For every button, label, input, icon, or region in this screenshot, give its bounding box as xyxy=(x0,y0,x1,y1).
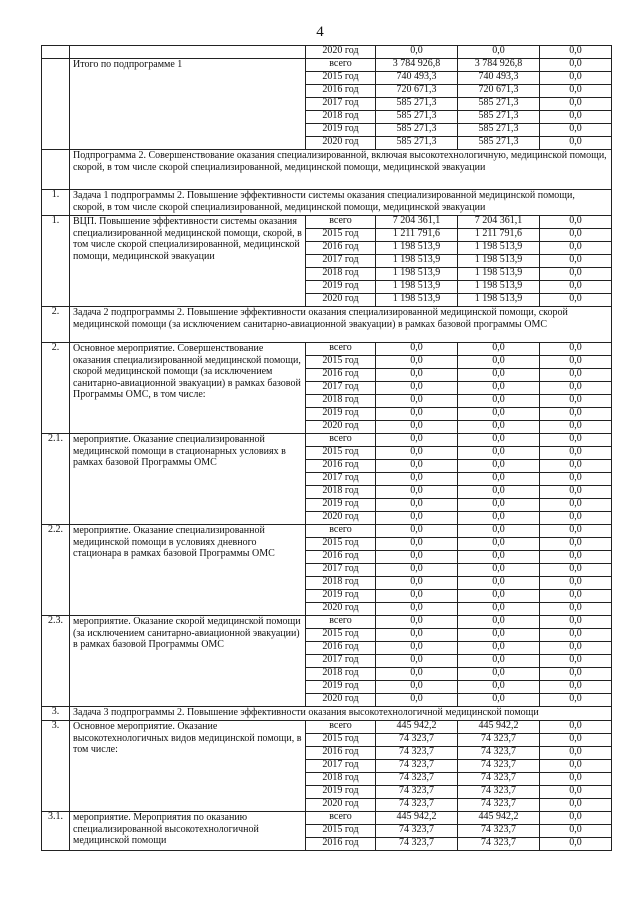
table-row xyxy=(42,216,612,229)
section-row xyxy=(42,707,612,721)
year-cell: 2020 год xyxy=(306,799,376,812)
year-cell: 2015 год xyxy=(306,229,376,242)
year-cell: 2019 год xyxy=(306,408,376,421)
year-cell: 2019 год xyxy=(306,590,376,603)
value-cell: 0,0 xyxy=(540,421,612,434)
value-cell: 0,0 xyxy=(458,551,540,564)
year-cell: 2016 год xyxy=(306,642,376,655)
value-cell: 585 271,3 xyxy=(458,124,540,137)
value-cell: 0,0 xyxy=(458,577,540,590)
row-name: мероприятие. Мероприятия по оказанию специализированной высокотехнологичной медицинской помощи xyxy=(70,812,306,851)
year-cell: 2017 год xyxy=(306,760,376,773)
value-cell: 1 198 513,9 xyxy=(376,281,458,294)
table-row xyxy=(42,616,612,629)
year-cell: 2019 год xyxy=(306,681,376,694)
value-cell: 585 271,3 xyxy=(376,111,458,124)
value-cell: 74 323,7 xyxy=(458,825,540,838)
value-cell: 0,0 xyxy=(458,46,540,59)
row-number-cell xyxy=(42,46,70,59)
value-cell: 74 323,7 xyxy=(376,825,458,838)
value-cell: 0,0 xyxy=(540,734,612,747)
value-cell: 0,0 xyxy=(458,382,540,395)
value-cell: 74 323,7 xyxy=(458,734,540,747)
value-cell: 1 198 513,9 xyxy=(376,294,458,307)
value-cell: 0,0 xyxy=(458,655,540,668)
value-cell: 74 323,7 xyxy=(458,773,540,786)
table-row xyxy=(42,59,612,72)
year-cell: 2017 год xyxy=(306,473,376,486)
value-cell: 0,0 xyxy=(540,395,612,408)
value-cell: 74 323,7 xyxy=(458,799,540,812)
value-cell: 0,0 xyxy=(376,668,458,681)
value-cell: 0,0 xyxy=(376,382,458,395)
value-cell: 0,0 xyxy=(458,603,540,616)
row-name: Итого по подпрограмме 1 xyxy=(70,59,306,150)
value-cell: 740 493,3 xyxy=(458,72,540,85)
value-cell: 74 323,7 xyxy=(376,786,458,799)
value-cell: 74 323,7 xyxy=(376,760,458,773)
value-cell: 0,0 xyxy=(540,460,612,473)
value-cell: 1 198 513,9 xyxy=(458,242,540,255)
value-cell: 0,0 xyxy=(376,369,458,382)
value-cell: 0,0 xyxy=(376,694,458,707)
value-cell: 0,0 xyxy=(376,577,458,590)
value-cell: 74 323,7 xyxy=(458,786,540,799)
value-cell: 0,0 xyxy=(376,343,458,356)
value-cell: 0,0 xyxy=(540,281,612,294)
value-cell: 0,0 xyxy=(540,343,612,356)
value-cell: 0,0 xyxy=(540,551,612,564)
year-cell: всего xyxy=(306,216,376,229)
table-row xyxy=(42,721,612,734)
value-cell: 0,0 xyxy=(376,408,458,421)
year-cell: 2015 год xyxy=(306,538,376,551)
row-number: 2.2. xyxy=(42,525,70,616)
value-cell: 74 323,7 xyxy=(458,838,540,851)
value-cell: 3 784 926,8 xyxy=(458,59,540,72)
value-cell: 0,0 xyxy=(458,681,540,694)
value-cell: 0,0 xyxy=(458,343,540,356)
value-cell: 720 671,3 xyxy=(458,85,540,98)
year-cell: 2018 год xyxy=(306,486,376,499)
value-cell: 0,0 xyxy=(540,812,612,825)
value-cell: 0,0 xyxy=(458,616,540,629)
value-cell: 0,0 xyxy=(376,434,458,447)
value-cell: 0,0 xyxy=(376,629,458,642)
value-cell: 0,0 xyxy=(376,603,458,616)
value-cell: 0,0 xyxy=(540,525,612,538)
value-cell: 0,0 xyxy=(376,590,458,603)
year-cell: 2016 год xyxy=(306,551,376,564)
value-cell: 585 271,3 xyxy=(376,124,458,137)
value-cell: 585 271,3 xyxy=(458,98,540,111)
value-cell: 585 271,3 xyxy=(458,111,540,124)
value-cell: 0,0 xyxy=(540,825,612,838)
year-cell: 2018 год xyxy=(306,668,376,681)
value-cell: 0,0 xyxy=(458,369,540,382)
value-cell: 0,0 xyxy=(540,512,612,525)
value-cell: 0,0 xyxy=(376,655,458,668)
year-cell: 2020 год xyxy=(306,603,376,616)
value-cell: 0,0 xyxy=(458,356,540,369)
value-cell: 0,0 xyxy=(376,447,458,460)
table-row xyxy=(42,343,612,356)
value-cell: 1 198 513,9 xyxy=(458,281,540,294)
value-cell: 0,0 xyxy=(540,98,612,111)
value-cell: 0,0 xyxy=(540,603,612,616)
value-cell: 0,0 xyxy=(540,786,612,799)
value-cell: 0,0 xyxy=(540,564,612,577)
value-cell: 0,0 xyxy=(540,681,612,694)
value-cell: 74 323,7 xyxy=(376,747,458,760)
year-cell: 2016 год xyxy=(306,242,376,255)
value-cell: 0,0 xyxy=(376,421,458,434)
year-cell: 2016 год xyxy=(306,369,376,382)
value-cell: 0,0 xyxy=(540,356,612,369)
year-cell: 2020 год xyxy=(306,46,376,59)
value-cell: 1 198 513,9 xyxy=(458,294,540,307)
value-cell: 720 671,3 xyxy=(376,85,458,98)
row-name: мероприятие. Оказание специализированной медицинской помощи в стационарных условиях в рамках базовой Программы ОМС xyxy=(70,434,306,525)
year-cell: 2018 год xyxy=(306,577,376,590)
value-cell: 1 198 513,9 xyxy=(376,255,458,268)
value-cell: 445 942,2 xyxy=(458,812,540,825)
value-cell: 0,0 xyxy=(540,294,612,307)
value-cell: 0,0 xyxy=(540,799,612,812)
value-cell: 0,0 xyxy=(540,668,612,681)
value-cell: 0,0 xyxy=(540,59,612,72)
section-row xyxy=(42,190,612,216)
value-cell: 0,0 xyxy=(540,760,612,773)
value-cell: 0,0 xyxy=(540,85,612,98)
year-cell: всего xyxy=(306,812,376,825)
value-cell: 0,0 xyxy=(540,629,612,642)
value-cell: 0,0 xyxy=(540,111,612,124)
row-name: мероприятие. Оказание специализированной медицинской помощи в условиях дневного стационара в рамках базовой Программы ОМС xyxy=(70,525,306,616)
row-number: 3. xyxy=(42,721,70,812)
value-cell: 0,0 xyxy=(458,642,540,655)
value-cell: 0,0 xyxy=(540,72,612,85)
value-cell: 0,0 xyxy=(376,525,458,538)
value-cell: 0,0 xyxy=(540,137,612,150)
value-cell: 0,0 xyxy=(540,838,612,851)
value-cell: 0,0 xyxy=(458,486,540,499)
value-cell: 0,0 xyxy=(540,773,612,786)
year-cell: 2016 год xyxy=(306,85,376,98)
year-cell: 2019 год xyxy=(306,499,376,512)
section-number xyxy=(42,150,70,190)
value-cell: 0,0 xyxy=(540,242,612,255)
year-cell: 2015 год xyxy=(306,356,376,369)
section-number: 2. xyxy=(42,307,70,343)
value-cell: 0,0 xyxy=(540,616,612,629)
value-cell: 0,0 xyxy=(458,525,540,538)
year-cell: 2016 год xyxy=(306,460,376,473)
year-cell: 2020 год xyxy=(306,694,376,707)
section-row xyxy=(42,150,612,190)
year-cell: 2018 год xyxy=(306,395,376,408)
value-cell: 0,0 xyxy=(458,460,540,473)
value-cell: 0,0 xyxy=(540,538,612,551)
page-number: 4 xyxy=(316,24,324,40)
table-row xyxy=(42,812,612,825)
value-cell: 0,0 xyxy=(376,538,458,551)
year-cell: 2015 год xyxy=(306,825,376,838)
value-cell: 1 198 513,9 xyxy=(376,268,458,281)
year-cell: 2015 год xyxy=(306,447,376,460)
year-cell: всего xyxy=(306,525,376,538)
table-row xyxy=(42,434,612,447)
value-cell: 0,0 xyxy=(540,486,612,499)
value-cell: 0,0 xyxy=(540,408,612,421)
year-cell: всего xyxy=(306,343,376,356)
year-cell: 2020 год xyxy=(306,512,376,525)
value-cell: 0,0 xyxy=(458,408,540,421)
row-name: ВЦП. Повышение эффективности системы оказания специализированной медицинской помощи, скорой, в том числе скорой специализированной, медицинской помощи, медицинской эвакуации xyxy=(70,216,306,307)
section-title: Задача 1 подпрограммы 2. Повышение эффективности системы оказания специализированной медицинской помощи, скорой, в том числе скорой специализированной, медицинской помощи, медицинской эвакуации xyxy=(70,190,612,216)
year-cell: 2018 год xyxy=(306,268,376,281)
year-cell: 2017 год xyxy=(306,564,376,577)
value-cell: 74 323,7 xyxy=(458,747,540,760)
value-cell: 0,0 xyxy=(458,421,540,434)
year-cell: 2015 год xyxy=(306,72,376,85)
year-cell: всего xyxy=(306,616,376,629)
row-number xyxy=(42,59,70,150)
value-cell: 0,0 xyxy=(540,434,612,447)
value-cell: 0,0 xyxy=(540,590,612,603)
value-cell: 0,0 xyxy=(376,473,458,486)
value-cell: 0,0 xyxy=(376,512,458,525)
value-cell: 0,0 xyxy=(458,447,540,460)
row-number: 2.3. xyxy=(42,616,70,707)
value-cell: 74 323,7 xyxy=(458,760,540,773)
value-cell: 0,0 xyxy=(376,681,458,694)
section-title: Задача 3 подпрограммы 2. Повышение эффективности оказания высокотехнологичной медицинской помощи xyxy=(70,707,612,721)
year-cell: 2015 год xyxy=(306,734,376,747)
value-cell: 585 271,3 xyxy=(376,98,458,111)
value-cell: 1 198 513,9 xyxy=(458,255,540,268)
value-cell: 0,0 xyxy=(376,395,458,408)
value-cell: 0,0 xyxy=(540,382,612,395)
year-cell: 2016 год xyxy=(306,838,376,851)
value-cell: 1 198 513,9 xyxy=(458,268,540,281)
year-cell: 2019 год xyxy=(306,786,376,799)
value-cell: 0,0 xyxy=(376,460,458,473)
value-cell: 1 211 791,6 xyxy=(458,229,540,242)
year-cell: 2017 год xyxy=(306,655,376,668)
section-number: 3. xyxy=(42,707,70,721)
year-cell: всего xyxy=(306,721,376,734)
year-cell: 2018 год xyxy=(306,111,376,124)
value-cell: 0,0 xyxy=(540,473,612,486)
value-cell: 445 942,2 xyxy=(376,721,458,734)
value-cell: 0,0 xyxy=(376,642,458,655)
value-cell: 0,0 xyxy=(540,642,612,655)
year-cell: 2019 год xyxy=(306,281,376,294)
value-cell: 0,0 xyxy=(458,512,540,525)
value-cell: 7 204 361,1 xyxy=(458,216,540,229)
value-cell: 0,0 xyxy=(540,694,612,707)
row-name-cell xyxy=(70,46,306,59)
year-cell: всего xyxy=(306,59,376,72)
value-cell: 0,0 xyxy=(376,551,458,564)
value-cell: 585 271,3 xyxy=(376,137,458,150)
value-cell: 0,0 xyxy=(458,395,540,408)
row-number: 2.1. xyxy=(42,434,70,525)
value-cell: 1 211 791,6 xyxy=(376,229,458,242)
value-cell: 0,0 xyxy=(540,229,612,242)
value-cell: 445 942,2 xyxy=(458,721,540,734)
section-title: Подпрограмма 2. Совершенствование оказания специализированной, включая высокотехнологичную, медицинской помощи, скорой, в том числе скорой специализированной, медицинской помощи, медицинской эвакуации xyxy=(70,150,612,190)
value-cell: 74 323,7 xyxy=(376,799,458,812)
value-cell: 0,0 xyxy=(540,268,612,281)
value-cell: 0,0 xyxy=(540,655,612,668)
value-cell: 74 323,7 xyxy=(376,838,458,851)
year-cell: 2017 год xyxy=(306,382,376,395)
value-cell: 0,0 xyxy=(458,473,540,486)
year-cell: 2020 год xyxy=(306,294,376,307)
value-cell: 0,0 xyxy=(458,434,540,447)
value-cell: 0,0 xyxy=(376,564,458,577)
row-number: 1. xyxy=(42,216,70,307)
row-name: Основное мероприятие. Совершенствование оказания специализированной медицинской помощи, скорой медицинской помощи (за исключением санитарно-авиационной эвакуации) в рамках базовой Программы ОМС, в том числе: xyxy=(70,343,306,434)
value-cell: 585 271,3 xyxy=(458,137,540,150)
row-name: Основное мероприятие. Оказание высокотехнологичных видов медицинской помощи, в том числе: xyxy=(70,721,306,812)
value-cell: 3 784 926,8 xyxy=(376,59,458,72)
value-cell: 0,0 xyxy=(540,577,612,590)
year-cell: 2018 год xyxy=(306,773,376,786)
section-number: 1. xyxy=(42,190,70,216)
year-cell: 2019 год xyxy=(306,124,376,137)
value-cell: 0,0 xyxy=(540,747,612,760)
table-row xyxy=(42,525,612,538)
table-row xyxy=(42,46,612,59)
value-cell: 0,0 xyxy=(540,499,612,512)
value-cell: 0,0 xyxy=(376,499,458,512)
value-cell: 0,0 xyxy=(458,564,540,577)
value-cell: 445 942,2 xyxy=(376,812,458,825)
value-cell: 74 323,7 xyxy=(376,773,458,786)
value-cell: 0,0 xyxy=(458,629,540,642)
value-cell: 0,0 xyxy=(540,255,612,268)
value-cell: 0,0 xyxy=(540,369,612,382)
year-cell: 2017 год xyxy=(306,98,376,111)
year-cell: 2015 год xyxy=(306,629,376,642)
value-cell: 0,0 xyxy=(376,486,458,499)
value-cell: 0,0 xyxy=(376,356,458,369)
value-cell: 0,0 xyxy=(540,447,612,460)
row-name: мероприятие. Оказание скорой медицинской помощи (за исключением санитарно-авиационной эвакуации) в рамках базовой Программы ОМС xyxy=(70,616,306,707)
value-cell: 0,0 xyxy=(540,124,612,137)
row-number: 2. xyxy=(42,343,70,434)
year-cell: 2016 год xyxy=(306,747,376,760)
value-cell: 0,0 xyxy=(376,616,458,629)
value-cell: 0,0 xyxy=(540,46,612,59)
value-cell: 0,0 xyxy=(540,721,612,734)
value-cell: 0,0 xyxy=(458,694,540,707)
year-cell: всего xyxy=(306,434,376,447)
value-cell: 740 493,3 xyxy=(376,72,458,85)
value-cell: 0,0 xyxy=(458,668,540,681)
year-cell: 2020 год xyxy=(306,137,376,150)
value-cell: 0,0 xyxy=(458,499,540,512)
value-cell: 0,0 xyxy=(376,46,458,59)
section-title: Задача 2 подпрограммы 2. Повышение эффективности оказания специализированной медицинской помощи, скорой медицинской помощи (за исключением санитарно-авиационной эвакуации) в рамках базовой программы ОМС xyxy=(70,307,612,343)
section-row xyxy=(42,307,612,343)
value-cell: 0,0 xyxy=(540,216,612,229)
value-cell: 7 204 361,1 xyxy=(376,216,458,229)
budget-table xyxy=(41,45,612,851)
year-cell: 2017 год xyxy=(306,255,376,268)
value-cell: 74 323,7 xyxy=(376,734,458,747)
value-cell: 0,0 xyxy=(458,590,540,603)
year-cell: 2020 год xyxy=(306,421,376,434)
value-cell: 0,0 xyxy=(458,538,540,551)
row-number: 3.1. xyxy=(42,812,70,851)
value-cell: 1 198 513,9 xyxy=(376,242,458,255)
